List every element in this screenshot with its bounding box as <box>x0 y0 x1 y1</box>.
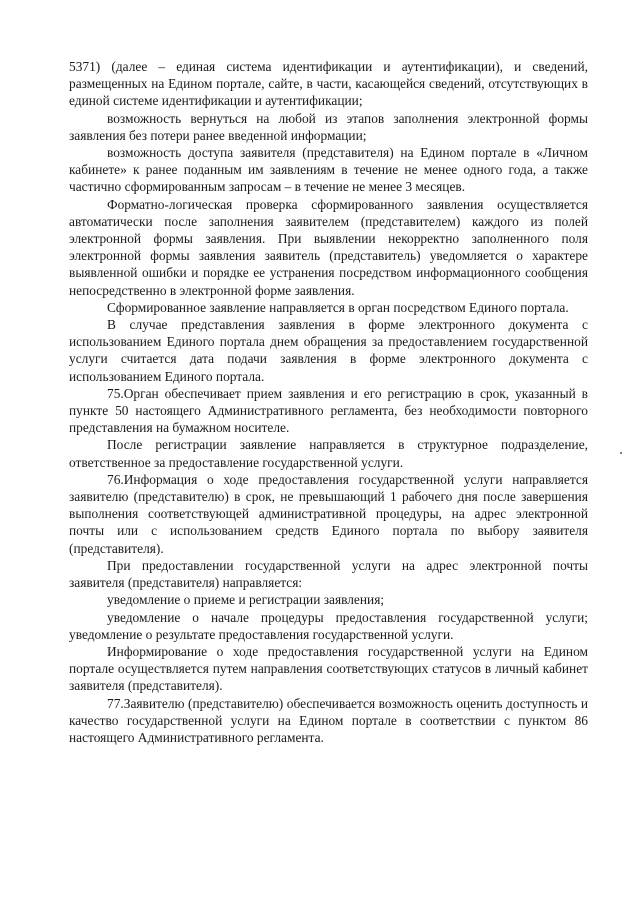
paragraph-personal-cabinet-access: возможность доступа заявителя (представителя) на Едином портале в «Личном кабинете» к ранее поданным им заявлениям в течение не менее одного года, а также частично сформированным запросам – в течение не менее 3 месяцев. <box>69 145 588 195</box>
paragraph-notification-start-result: уведомление о начале процедуры предоставления государственной услуги; уведомление о результате предоставления государственной услуги. <box>69 609 588 642</box>
paragraph-email-notifications-intro: При предоставлении государственной услуги на адрес электронной почты заявителя (представителя) направляется: <box>69 557 588 591</box>
paragraph-electronic-document-date: В случае представления заявления в форме электронного документа с использованием Единого портала днем обращения за предоставлением государственной услуги считается дата подачи заявления в форме электронного документа с использованием Единого портала. <box>69 317 588 384</box>
scan-speck <box>620 452 622 454</box>
paragraph-application-sent: Сформированное заявление направляется в орган посредством Единого портала. <box>107 299 569 315</box>
paragraph-format-logic-check: Форматно-логическая проверка сформированного заявления осуществляется автоматически после заполнения заявителем (представителем) каждого из полей электронной формы заявления. При выявлении некорректно заполненного поля электронной формы заявления заявитель (представитель) уведомляется о характере выявленной ошибки и порядке ее устранения посредством информационного сообщения непосредственно в электронной форме заявления. <box>69 196 588 298</box>
paragraph-after-registration: После регистрации заявление направляется в структурное подразделение, ответственное за предоставление государственной услуги. <box>69 437 588 470</box>
paragraph-return-to-step: возможность вернуться на любой из этапов заполнения электронной формы заявления без потери ранее введенной информации; <box>69 110 588 143</box>
paragraph-item-77: 77.Заявителю (представителю) обеспечивается возможность оценить доступность и качество государственной услуги на Едином портале в соответствии с пунктом 86 настоящего Административного регламента. <box>69 695 588 745</box>
paragraph-item-75: 75.Орган обеспечивает прием заявления и его регистрацию в срок, указанный в пункте 50 настоящего Административного регламента, без необходимости повторного представления на бумажном носителе. <box>69 385 588 436</box>
paragraph-notification-receipt: уведомление о приеме и регистрации заявления; <box>107 592 385 608</box>
paragraph-identification-continuation: 5371) (далее – единая система идентификации и аутентификации), и сведений, размещенных на Едином портале, сайте, в части, касающейся сведений, отсутствующих в единой системе идентификации и аутентификации; <box>69 59 588 109</box>
paragraph-portal-informing: Информирование о ходе предоставления государственной услуги на Едином портале осуществляется путем направления соответствующих статусов в личный кабинет заявителя (представителя). <box>69 643 588 694</box>
paragraph-item-76: 76.Информация о ходе предоставления государственной услуги направляется заявителю (представителю) в срок, не превышающий 1 рабочего дня после завершения выполнения соответствующей административной процедуры, на адрес электронной почты или с использованием средств Единого портала по выбору заявителя (представителя). <box>69 471 588 556</box>
document-page <box>69 58 588 746</box>
